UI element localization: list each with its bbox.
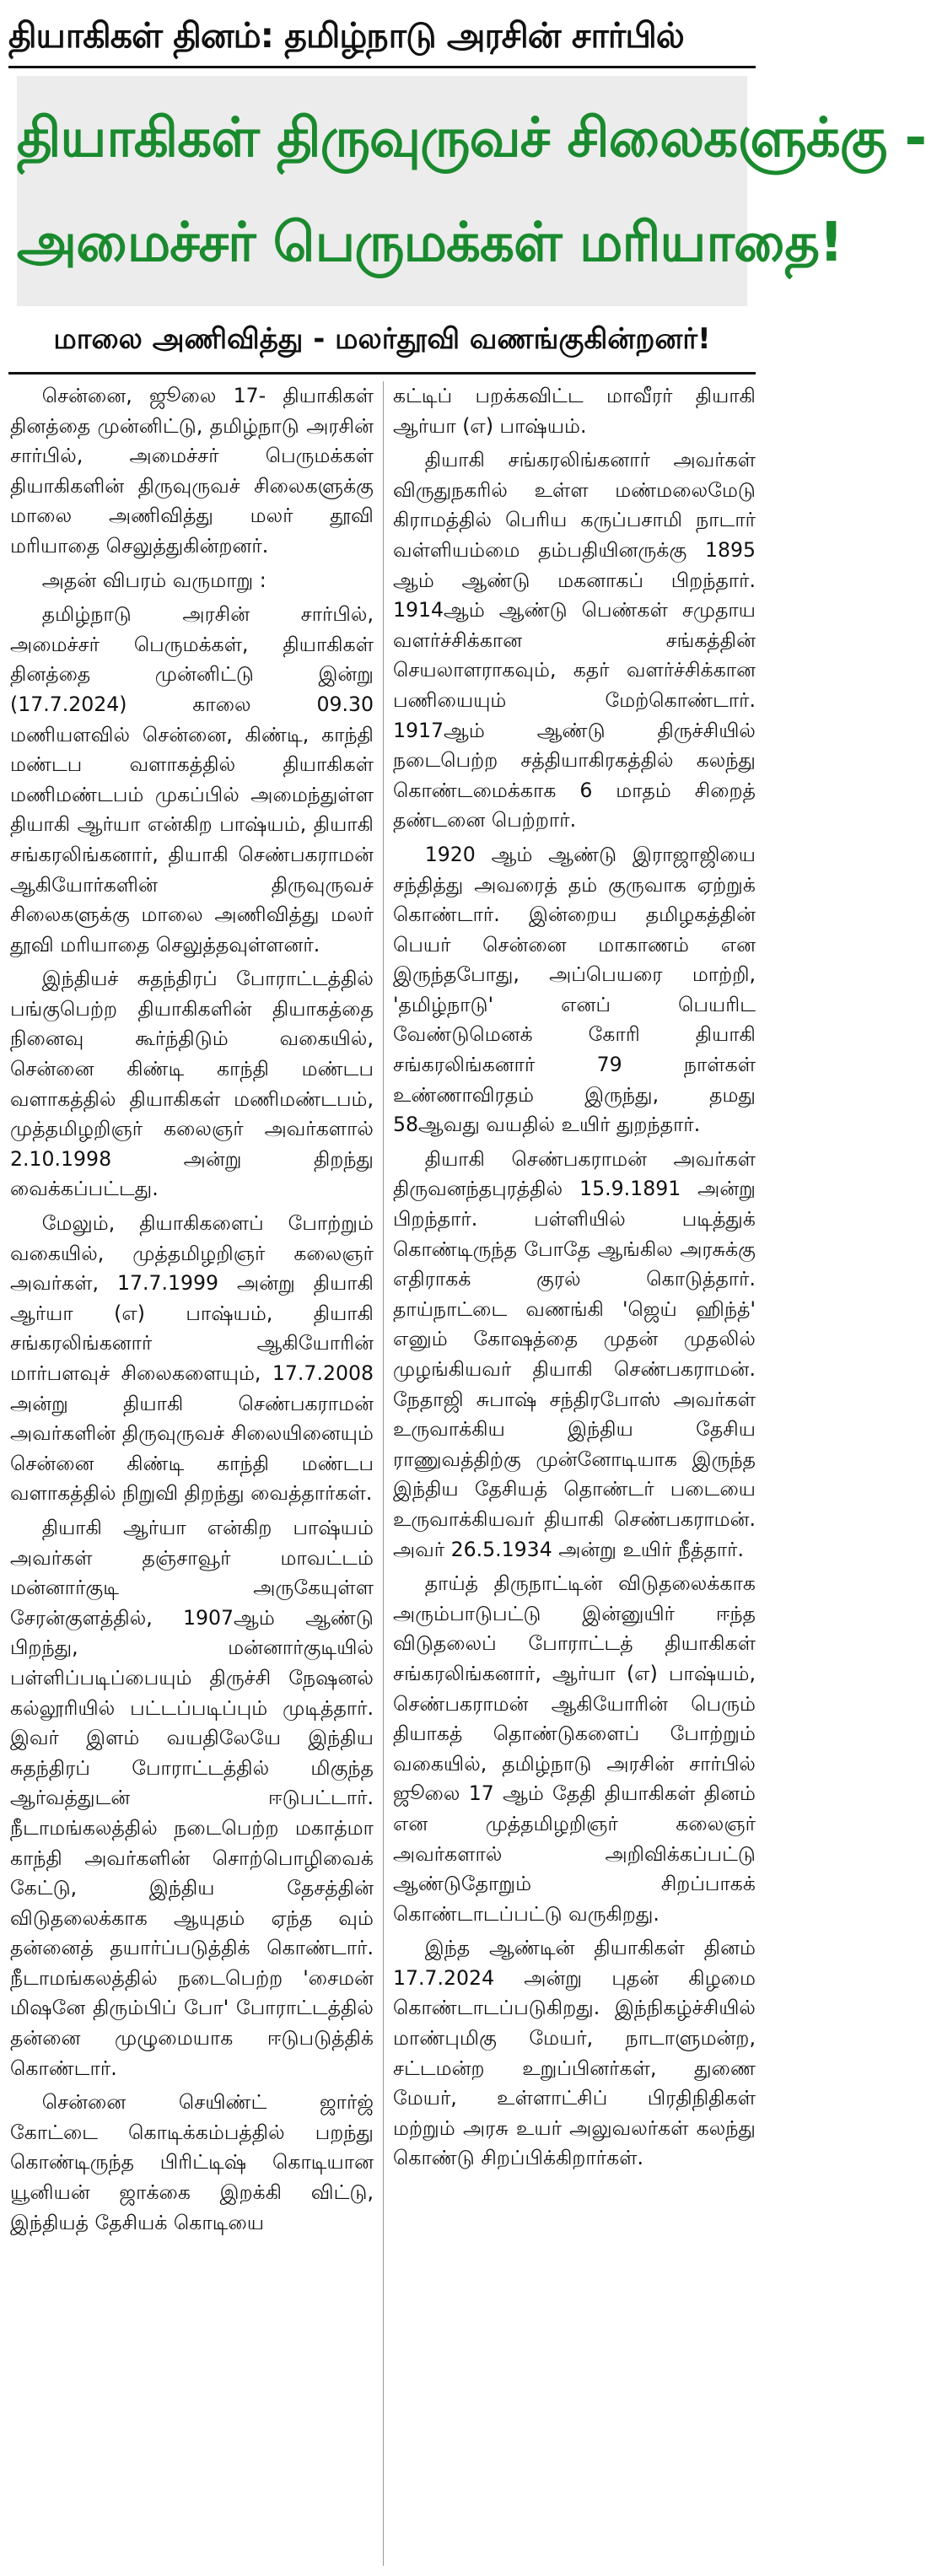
article-paragraph: அதன் விபரம் வருமாறு : [41, 568, 266, 592]
article-paragraph: தமிழ்நாடு அரசின் சார்பில், அமைச்சர் பெருமக்கள், தியாகிகள் தினத்தை முன்னிட்டு இன்று (17.7.2024) காலை 09.30 மணியளவில் சென்னை, கிண்டி, காந்தி மண்டப வளாகத்தில் தியாகிகள் மணிமண்டபம் முகப்பில் அமைந்துள்ள தியாகி ஆர்யா என்கிற பாஷ்யம், தியாகி சங்கரலிங்கனார், தியாகி செண்பகராமன் ஆகியோர்களின் திருவுருவச் சிலைகளுக்கு மாலை அணிவித்து மலர் தூவி மரியாதை செலுத்தவுள்ளனர். [10, 602, 374, 957]
article-paragraph: 1920 ஆம் ஆண்டு இராஜாஜியை சந்தித்து அவரைத் தம் குருவாக ஏற்றுக் கொண்டார். இன்றைய தமிழகத்தின் பெயர் சென்னை மாகாணம் என இருந்தபோது, அப்பெயரை மாற்றி, 'தமிழ்நாடு' எனப் பெயரிட வேண்டுமெனக் கோரி தியாகி சங்கரலிங்கனார் 79 நாள்கள் உண்ணாவிரதம் இருந்து, தமது 58ஆவது வயதில் உயிர் துறந்தார். [393, 842, 756, 1137]
headline-line-1: தியாகிகள் திருவுருவச் சிலைகளுக்கு - [17, 107, 926, 170]
kicker-strap [8, 5, 756, 68]
headline-line-2: அமைச்சர் பெருமக்கள் மரியாதை! [17, 212, 843, 274]
article-paragraph-continued: கட்டிப் பறக்கவிட்ட மாவீரர் தியாகி ஆர்யா (எ) பாஷ்யம். [393, 384, 756, 438]
article-paragraph: இந்த ஆண்டின் தியாகிகள் தினம் 17.7.2024 அன்று புதன் கிழமை கொண்டாடப்படுகிறது. இந்நிகழ்ச்சியில் மாண்புமிகு மேயர், நாடாளுமன்ற, சட்டமன்ற உறுப்பினர்கள், துணை மேயர், உள்ளாட்சிப் பிரதிநிதிகள் மற்றும் அரசு உயர் அலுவலர்கள் கலந்து கொண்டு சிறப்பிக்கிறார்கள். [393, 1936, 756, 2170]
article-paragraph: தியாகி ஆர்யா என்கிற பாஷ்யம் அவர்கள் தஞ்சாவூர் மாவட்டம் மன்னார்குடி அருகேயுள்ள சேரன்குளத்தில், 1907ஆம் ஆண்டு பிறந்து, மன்னார்குடியில் பள்ளிப்படிப்பையும் திருச்சி நேஷனல் கல்லூரியில் பட்டப்படிப்பும் முடித்தார். இவர் இளம் வயதிலேயே இந்திய சுதந்திரப் போராட்டத்தில் மிகுந்த ஆர்வத்துடன் ஈடுபட்டார். நீடாமங்கலத்தில் நடைபெற்ற மகாத்மா காந்தி அவர்களின் சொற்பொழிவைக் கேட்டு, இந்திய தேசத்தின் விடுதலைக்காக ஆயுதம் ஏந்த வும் தன்னைத் தயார்ப்படுத்திக் கொண்டார். நீடாமங்கலத்தில் நடைபெற்ற 'சைமன் மிஷனே திரும்பிப் போ' போராட்டத்தில் தன்னை முழுமையாக ஈடுபடுத்திக் கொண்டார். [10, 1515, 374, 2080]
article-left-column [10, 381, 374, 2566]
article-paragraph: தியாகி செண்பகராமன் அவர்கள் திருவனந்தபுரத்தில் 15.9.1891 அன்று பிறந்தார். பள்ளியில் படித்துக் கொண்டிருந்த போதே ஆங்கில அரசுக்கு எதிராகக் குரல் கொடுத்தார். தாய்நாட்டை வணங்கி 'ஜெய் ஹிந்த்' எனும் கோஷத்தை முதன் முதலில் முழங்கியவர் தியாகி செண்பகராமன். நேதாஜி சுபாஷ் சந்திரபோஸ் அவர்கள் உருவாக்கிய இந்திய தேசிய ராணுவத்திற்கு முன்னோடியாக இருந்த இந்திய தேசியத் தொண்டர் படையை உருவாக்கியவர் தியாகி செண்பகராமன். அவர் 26.5.1934 அன்று உயிர் நீத்தார். [393, 1146, 756, 1561]
article-paragraph: சென்னை செயிண்ட் ஜார்ஜ் கோட்டை கொடிக்கம்பத்தில் பறந்து கொண்டிருந்த பிரிட்டிஷ் கொடியான யூனியன் ஜாக்கை இறக்கி விட்டு, இந்தியத் தேசியக் கொடியை [10, 2090, 374, 2234]
headline-banner [17, 76, 926, 306]
article-paragraph: மேலும், தியாகிகளைப் போற்றும் வகையில், முத்தமிழறிஞர் கலைஞர் அவர்கள், 17.7.1999 அன்று தியாகி ஆர்யா (எ) பாஷ்யம், தியாகி சங்கரலிங்கனார் ஆகியோரின் மார்பளவுச் சிலைகளையும், 17.7.2008 அன்று தியாகி செண்பகராமன் அவர்களின் திருவுருவச் சிலையினையும் சென்னை கிண்டி காந்தி மண்டப வளாகத்தில் நிறுவி திறந்து வைத்தார்கள். [10, 1211, 374, 1506]
article-paragraph: சென்னை, ஜூலை 17- தியாகிகள் தினத்தை முன்னிட்டு, தமிழ்நாடு அரசின் சார்பில், அமைச்சர் பெருமக்கள் தியாகிகளின் திருவுருவச் சிலைகளுக்கு மாலை அணிவித்து மலர் தூவி மரியாதை செலுத்துகின்றனர். [10, 384, 374, 558]
subheadline: மாலை அணிவித்து - மலர்தூவி வணங்குகின்றனர்! [53, 322, 711, 356]
article-paragraph: இந்தியச் சுதந்திரப் போராட்டத்தில் பங்குபெற்ற தியாகிகளின் தியாகத்தை நினைவு கூர்ந்திடும் வகையில், சென்னை கிண்டி காந்தி மண்டப வளாகத்தில் தியாகிகள் மணிமண்டபம், முத்தமிழறிஞர் கலைஞர் அவர்களால் 2.10.1998 அன்று திறந்து வைக்கப்பட்டது. [10, 967, 374, 1201]
article-paragraph: தியாகி சங்கரலிங்கனார் அவர்கள் விருதுநகரில் உள்ள மண்மலைமேடு கிராமத்தில் பெரிய கருப்பசாமி நாடார் வள்ளியம்மை தம்பதியினருக்கு 1895 ஆம் ஆண்டு மகனாகப் பிறந்தார். 1914ஆம் ஆண்டு பெண்கள் சமுதாய வளர்ச்சிக்கான சங்கத்தின் செயலாளராகவும், கதர் வளர்ச்சிக்கான பணியையும் மேற்கொண்டார். 1917ஆம் ஆண்டு திருச்சியில் நடைபெற்ற சத்தியாகிரகத்தில் கலந்து கொண்டமைக்காக 6 மாதம் சிறைத் தண்டனை பெற்றார். [393, 448, 756, 833]
article-paragraph: தாய்த் திருநாட்டின் விடுதலைக்காக அரும்பாடுபட்டு இன்னுயிர் ஈந்த விடுதலைப் போராட்டத் தியாகிகள் சங்கரலிங்கனார், ஆர்யா (எ) பாஷ்யம், செண்பகராமன் ஆகியோரின் பெரும் தியாகத் தொண்டுகளைப் போற்றும் வகையில், தமிழ்நாடு அரசின் சார்பில் ஜூலை 17 ஆம் தேதி தியாகிகள் தினம் என முத்தமிழறிஞர் கலைஞர் அவர்களால் அறிவிக்கப்பட்டு ஆண்டுதோறும் சிறப்பாகக் கொண்டாடப்பட்டு வருகிறது. [393, 1571, 756, 1926]
column-divider [383, 381, 384, 2566]
article-right-column [393, 381, 756, 2566]
kicker-text: தியாகிகள் தினம்: தமிழ்நாடு அரசின் சார்பில் [8, 15, 684, 56]
subheadline-strip [8, 308, 756, 375]
